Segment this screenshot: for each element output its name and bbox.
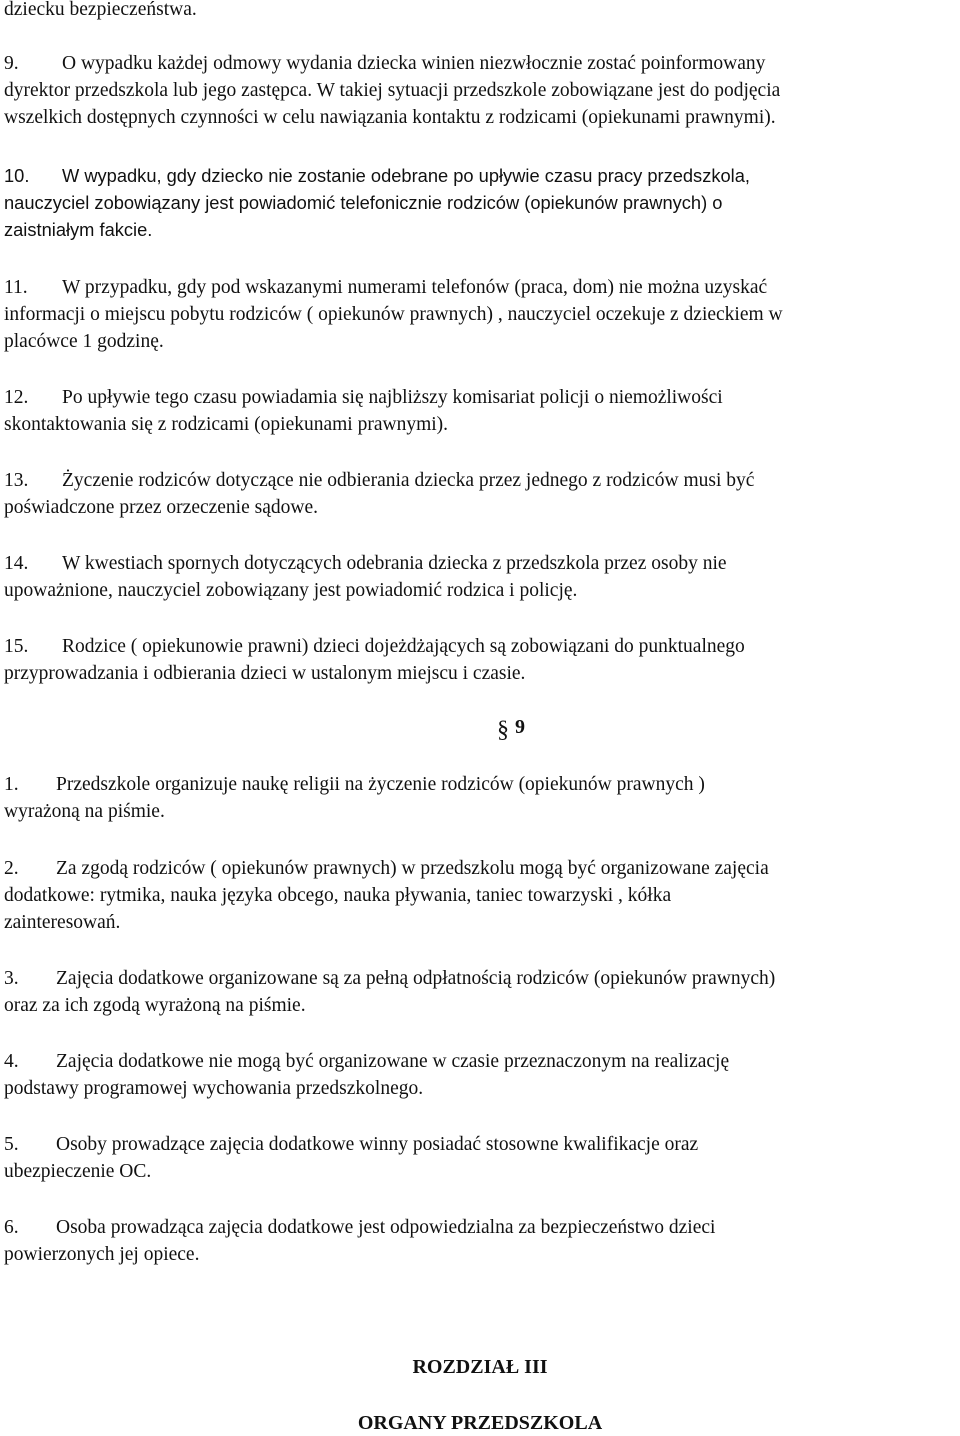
- item-6-line-1: 6. Osoba prowadząca zajęcia dodatkowe jest odpowiedzialna za bezpieczeństwo dzieci: [4, 1215, 715, 1241]
- item-3-line-2: oraz za ich zgodą wyrażoną na piśmie.: [4, 995, 306, 1016]
- item-2-line-2: dodatkowe: rytmika, nauka języka obcego, nauka pływania, taniec towarzyski , kółka: [4, 885, 672, 906]
- paragraph-number: 9.: [4, 53, 19, 74]
- section-number: 9: [515, 716, 525, 738]
- item-5-line-2: ubezpieczenie OC.: [4, 1161, 152, 1182]
- item-5-line-1: 5. Osoby prowadzące zajęcia dodatkowe winny posiadać stosowne kwalifikacje oraz: [4, 1132, 698, 1158]
- text-line: dziecku bezpieczeństwa.: [4, 0, 197, 20]
- paragraph-number: 15.: [4, 636, 29, 657]
- item-number: 1.: [4, 774, 19, 795]
- paragraph-10-line-1: 10. W wypadku, gdy dziecko nie zostanie odebrane po upływie czasu pracy przedszkola,: [4, 163, 750, 189]
- item-4-line-1: 4. Zajęcia dodatkowe nie mogą być organizowane w czasie przeznaczonym na realizację: [4, 1049, 729, 1075]
- item-number: 3.: [4, 968, 19, 989]
- paragraph-11-line-2: informacji o miejscu pobytu rodziców ( opiekunów prawnych) , nauczyciel oczekuje z dzieckiem w: [4, 304, 783, 325]
- section-heading: [497, 713, 525, 743]
- item-4-line-2: podstawy programowej wychowania przedszkolnego.: [4, 1078, 424, 1099]
- paragraph-12-line-2: skontaktowania się z rodzicami (opiekunami prawnymi).: [4, 414, 449, 435]
- paragraph-9-line-3: wszelkich dostępnych czynności w celu nawiązania kontaktu z rodzicami (opiekunami prawnymi).: [4, 107, 776, 128]
- paragraph-9-line-2: dyrektor przedszkola lub jego zastępca. W takiej sytuacji przedszkole zobowiązane jest do podjęcia: [4, 80, 781, 101]
- paragraph-9-line-1: 9. O wypadku każdej odmowy wydania dziecka winien niezwłocznie zostać poinformowany: [4, 51, 765, 77]
- section-sign: §: [497, 717, 509, 743]
- paragraph-11-line-1: 11. W przypadku, gdy pod wskazanymi numerami telefonów (praca, dom) nie można uzyskać: [4, 275, 767, 301]
- item-1-line-2: wyrażoną na piśmie.: [4, 801, 165, 822]
- chapter-title: ORGANY PRZEDSZKOLA: [357, 1412, 603, 1434]
- paragraph-number: 12.: [4, 387, 29, 408]
- paragraph-15-line-2: przyprowadzania i odbierania dzieci w ustalonym miejscu i czasie.: [4, 663, 526, 684]
- item-2-line-1: 2. Za zgodą rodziców ( opiekunów prawnych) w przedszkolu mogą być organizowane zajęcia: [4, 856, 769, 882]
- paragraph-number: 13.: [4, 470, 29, 491]
- item-3-line-1: 3. Zajęcia dodatkowe organizowane są za pełną odpłatnością rodziców (opiekunów prawnych): [4, 966, 775, 992]
- paragraph-10-line-2: nauczyciel zobowiązany jest powiadomić telefonicznie rodziców (opiekunów prawnych) o: [4, 192, 723, 213]
- paragraph-13-line-1: 13. Życzenie rodziców dotyczące nie odbierania dziecka przez jednego z rodziców musi być: [4, 468, 754, 494]
- paragraph-11-line-3: placówce 1 godzinę.: [4, 331, 164, 352]
- paragraph-12-line-1: 12. Po upływie tego czasu powiadamia się najbliższy komisariat policji o niemożliwości: [4, 385, 723, 411]
- item-number: 6.: [4, 1217, 19, 1238]
- paragraph-14-line-1: 14. W kwestiach spornych dotyczących odebrania dziecka z przedszkola przez osoby nie: [4, 551, 727, 577]
- chapter-heading: ROZDZIAŁ III: [412, 1356, 548, 1378]
- item-2-line-3: zainteresowań.: [4, 912, 121, 933]
- paragraph-15-line-1: 15. Rodzice ( opiekunowie prawni) dzieci dojeżdżających są zobowiązani do punktualnego: [4, 634, 745, 660]
- item-6-line-2: powierzonych jej opiece.: [4, 1244, 200, 1265]
- item-number: 4.: [4, 1051, 19, 1072]
- paragraph-number: 11.: [4, 277, 28, 298]
- item-number: 2.: [4, 858, 19, 879]
- paragraph-10-line-3: zaistniałym fakcie.: [4, 219, 153, 240]
- item-1-line-1: 1. Przedszkole organizuje naukę religii na życzenie rodziców (opiekunów prawnych ): [4, 772, 705, 798]
- paragraph-number: 10.: [4, 165, 30, 186]
- paragraph-13-line-2: poświadczone przez orzeczenie sądowe.: [4, 497, 318, 518]
- paragraph-number: 14.: [4, 553, 29, 574]
- item-number: 5.: [4, 1134, 19, 1155]
- paragraph-14-line-2: upoważnione, nauczyciel zobowiązany jest powiadomić rodzica i policję.: [4, 580, 578, 601]
